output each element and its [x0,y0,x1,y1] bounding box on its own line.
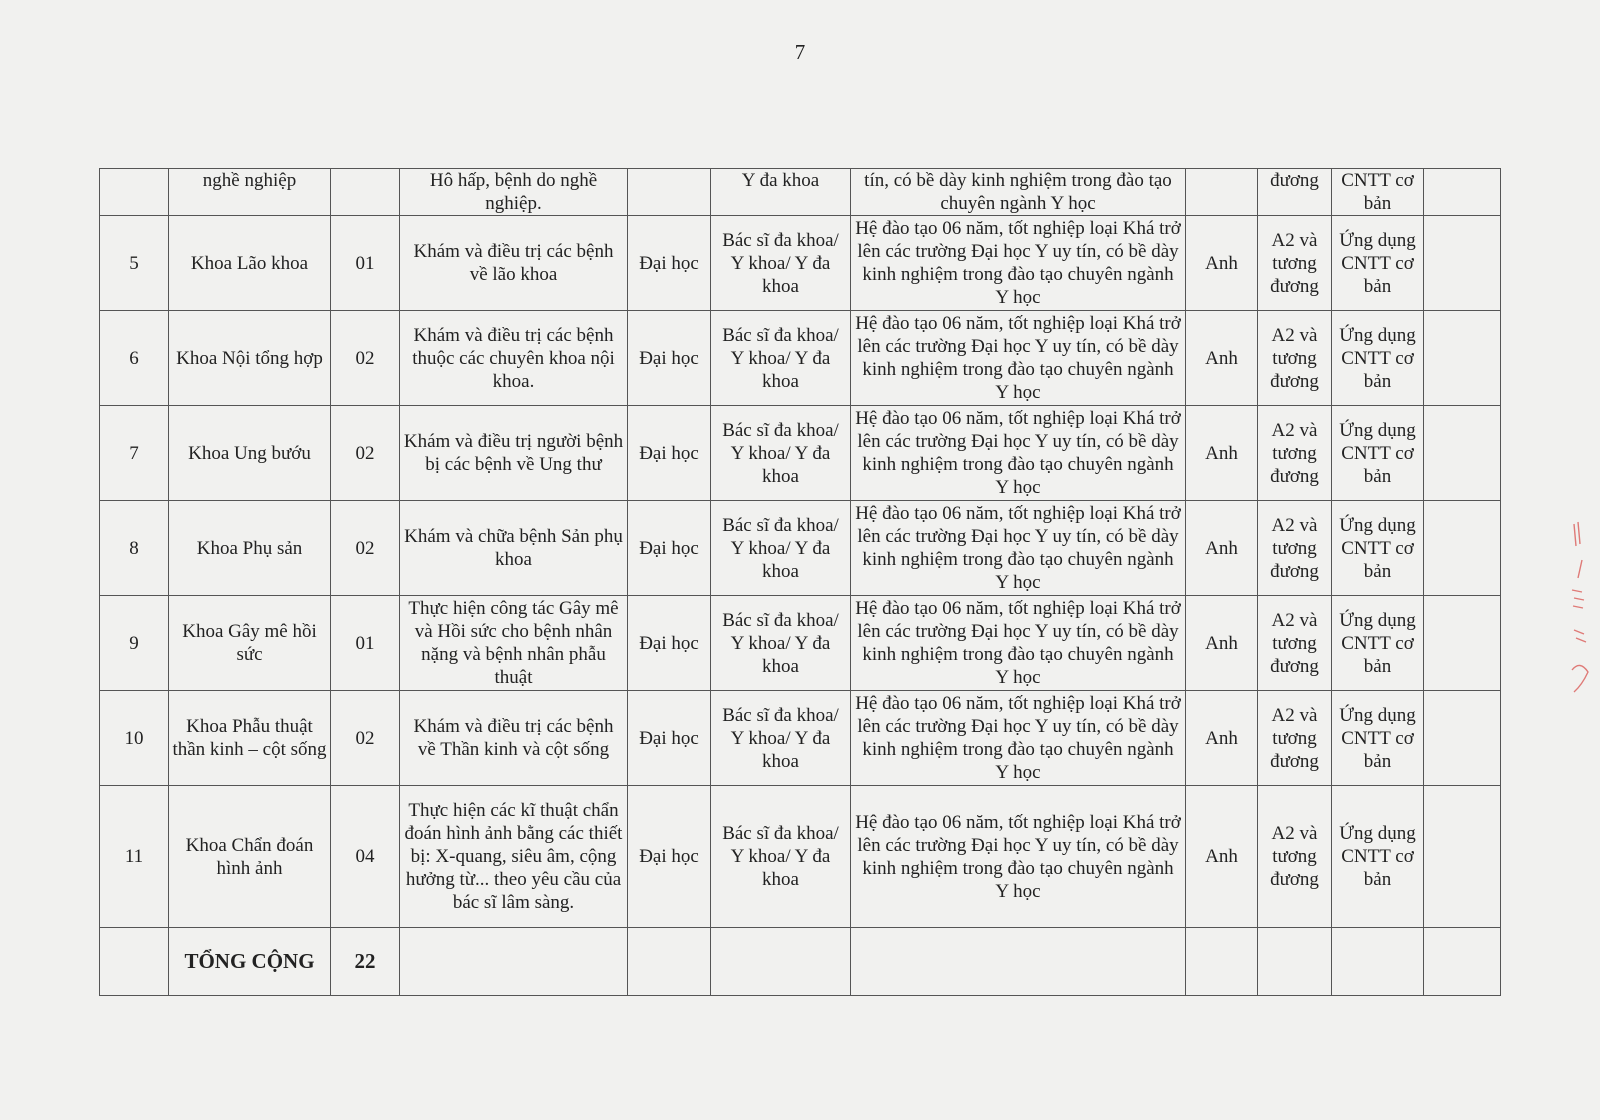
cell-no: 5 [100,216,169,311]
cell-it-skill: CNTT cơ bản [1332,169,1424,216]
cell-department: Khoa Phẫu thuật thần kinh – cột sống [169,691,331,786]
cell-it-skill: Ứng dụng CNTT cơ bản [1332,786,1424,928]
cell-requirement: Hệ đào tạo 06 năm, tốt nghiệp loại Khá trở lên các trường Đại học Y uy tín, có bề dày kinh nghiệm trong đào tạo chuyên ngành Y học [851,311,1186,406]
cell-it-skill: Ứng dụng CNTT cơ bản [1332,216,1424,311]
cell-task: Khám và điều trị các bệnh về Thần kinh và cột sống [400,691,628,786]
cell-note [1424,216,1501,311]
cell-foreign-language: Anh [1186,406,1258,501]
cell-foreign-language: Anh [1186,786,1258,928]
cell-quantity: 04 [331,786,400,928]
cell-task: Hô hấp, bệnh do nghề nghiệp. [400,169,628,216]
cell-task: Khám và điều trị các bệnh về lão khoa [400,216,628,311]
cell-foreign-language: Anh [1186,691,1258,786]
cell-it-skill: Ứng dụng CNTT cơ bản [1332,596,1424,691]
cell-quantity: 01 [331,596,400,691]
page-number: 7 [794,40,806,64]
cell-major: Bác sĩ đa khoa/ Y khoa/ Y đa khoa [711,311,851,406]
cell-no: 10 [100,691,169,786]
cell-it-skill: Ứng dụng CNTT cơ bản [1332,691,1424,786]
table-row [100,501,1501,596]
cell-level [628,169,711,216]
cell-language-level: A2 và tương đương [1258,216,1332,311]
cell-note [1424,928,1501,996]
table-row [100,691,1501,786]
cell-level: Đại học [628,596,711,691]
cell-major: Bác sĩ đa khoa/ Y khoa/ Y đa khoa [711,691,851,786]
cell-note [1424,596,1501,691]
cell-foreign-language: Anh [1186,501,1258,596]
cell-task: Thực hiện công tác Gây mê và Hồi sức cho bệnh nhân nặng và bệnh nhân phẫu thuật [400,596,628,691]
cell-task: Khám và điều trị các bệnh thuộc các chuyên khoa nội khoa. [400,311,628,406]
cell-quantity [331,169,400,216]
cell-no [100,928,169,996]
cell-quantity: 02 [331,691,400,786]
cell-department: Khoa Chẩn đoán hình ảnh [169,786,331,928]
margin-stamp-mark [1568,520,1596,700]
cell-requirement: Hệ đào tạo 06 năm, tốt nghiệp loại Khá trở lên các trường Đại học Y uy tín, có bề dày kinh nghiệm trong đào tạo chuyên ngành Y học [851,216,1186,311]
cell-note [1424,311,1501,406]
table-row [100,596,1501,691]
cell-language-level: A2 và tương đương [1258,406,1332,501]
cell-language-level: A2 và tương đương [1258,311,1332,406]
cell-foreign-language: Anh [1186,311,1258,406]
cell-foreign-language: Anh [1186,596,1258,691]
cell-note [1424,786,1501,928]
cell-no: 9 [100,596,169,691]
cell-department: Khoa Gây mê hồi sức [169,596,331,691]
cell-level: Đại học [628,786,711,928]
cell-language-level: A2 và tương đương [1258,786,1332,928]
cell-language-level: A2 và tương đương [1258,596,1332,691]
cell-major: Bác sĩ đa khoa/ Y khoa/ Y đa khoa [711,596,851,691]
cell-language-level: A2 và tương đương [1258,691,1332,786]
cell-language-level [1258,928,1332,996]
cell-foreign-language [1186,169,1258,216]
cell-department: Khoa Nội tổng hợp [169,311,331,406]
cell-task: Khám và chữa bệnh Sản phụ khoa [400,501,628,596]
cell-requirement: Hệ đào tạo 06 năm, tốt nghiệp loại Khá trở lên các trường Đại học Y uy tín, có bề dày kinh nghiệm trong đào tạo chuyên ngành Y học [851,691,1186,786]
cell-quantity: 01 [331,216,400,311]
cell-task: Thực hiện các kĩ thuật chẩn đoán hình ảnh bằng các thiết bị: X-quang, siêu âm, cộng hưởng từ... theo yêu cầu của bác sĩ lâm sàng. [400,786,628,928]
cell-requirement: Hệ đào tạo 06 năm, tốt nghiệp loại Khá trở lên các trường Đại học Y uy tín, có bề dày kinh nghiệm trong đào tạo chuyên ngành Y học [851,596,1186,691]
total-label: TỔNG CỘNG [169,928,331,996]
cell-level: Đại học [628,216,711,311]
recruitment-table [99,168,1501,996]
total-row [100,928,1501,996]
cell-department: Khoa Phụ sản [169,501,331,596]
cell-level: Đại học [628,501,711,596]
cell-language-level: đương [1258,169,1332,216]
cell-requirement: Hệ đào tạo 06 năm, tốt nghiệp loại Khá trở lên các trường Đại học Y uy tín, có bề dày kinh nghiệm trong đào tạo chuyên ngành Y học [851,501,1186,596]
cell-no: 7 [100,406,169,501]
cell-level: Đại học [628,311,711,406]
cell-requirement [851,928,1186,996]
cell-it-skill: Ứng dụng CNTT cơ bản [1332,406,1424,501]
cell-task [400,928,628,996]
cell-department: nghề nghiệp [169,169,331,216]
cell-note [1424,501,1501,596]
table-row [100,311,1501,406]
cell-foreign-language: Anh [1186,216,1258,311]
cell-requirement: tín, có bề dày kinh nghiệm trong đào tạo chuyên ngành Y học [851,169,1186,216]
cell-it-skill [1332,928,1424,996]
table-row-continued [100,169,1501,216]
cell-foreign-language [1186,928,1258,996]
cell-level [628,928,711,996]
cell-major: Bác sĩ đa khoa/ Y khoa/ Y đa khoa [711,406,851,501]
cell-no: 11 [100,786,169,928]
cell-level: Đại học [628,406,711,501]
cell-quantity: 02 [331,406,400,501]
cell-requirement: Hệ đào tạo 06 năm, tốt nghiệp loại Khá trở lên các trường Đại học Y uy tín, có bề dày kinh nghiệm trong đào tạo chuyên ngành Y học [851,406,1186,501]
total-quantity: 22 [331,928,400,996]
cell-department: Khoa Lão khoa [169,216,331,311]
cell-task: Khám và điều trị người bệnh bị các bệnh về Ung thư [400,406,628,501]
cell-major: Y đa khoa [711,169,851,216]
cell-it-skill: Ứng dụng CNTT cơ bản [1332,311,1424,406]
cell-quantity: 02 [331,311,400,406]
cell-requirement: Hệ đào tạo 06 năm, tốt nghiệp loại Khá trở lên các trường Đại học Y uy tín, có bề dày kinh nghiệm trong đào tạo chuyên ngành Y học [851,786,1186,928]
cell-note [1424,691,1501,786]
cell-language-level: A2 và tương đương [1258,501,1332,596]
cell-department: Khoa Ung bướu [169,406,331,501]
table-row [100,216,1501,311]
table-row [100,406,1501,501]
cell-no: 6 [100,311,169,406]
cell-major [711,928,851,996]
cell-level: Đại học [628,691,711,786]
cell-no: 8 [100,501,169,596]
cell-note [1424,406,1501,501]
cell-major: Bác sĩ đa khoa/ Y khoa/ Y đa khoa [711,501,851,596]
cell-note [1424,169,1501,216]
table-row [100,786,1501,928]
cell-major: Bác sĩ đa khoa/ Y khoa/ Y đa khoa [711,216,851,311]
cell-it-skill: Ứng dụng CNTT cơ bản [1332,501,1424,596]
cell-quantity: 02 [331,501,400,596]
cell-no [100,169,169,216]
cell-major: Bác sĩ đa khoa/ Y khoa/ Y đa khoa [711,786,851,928]
